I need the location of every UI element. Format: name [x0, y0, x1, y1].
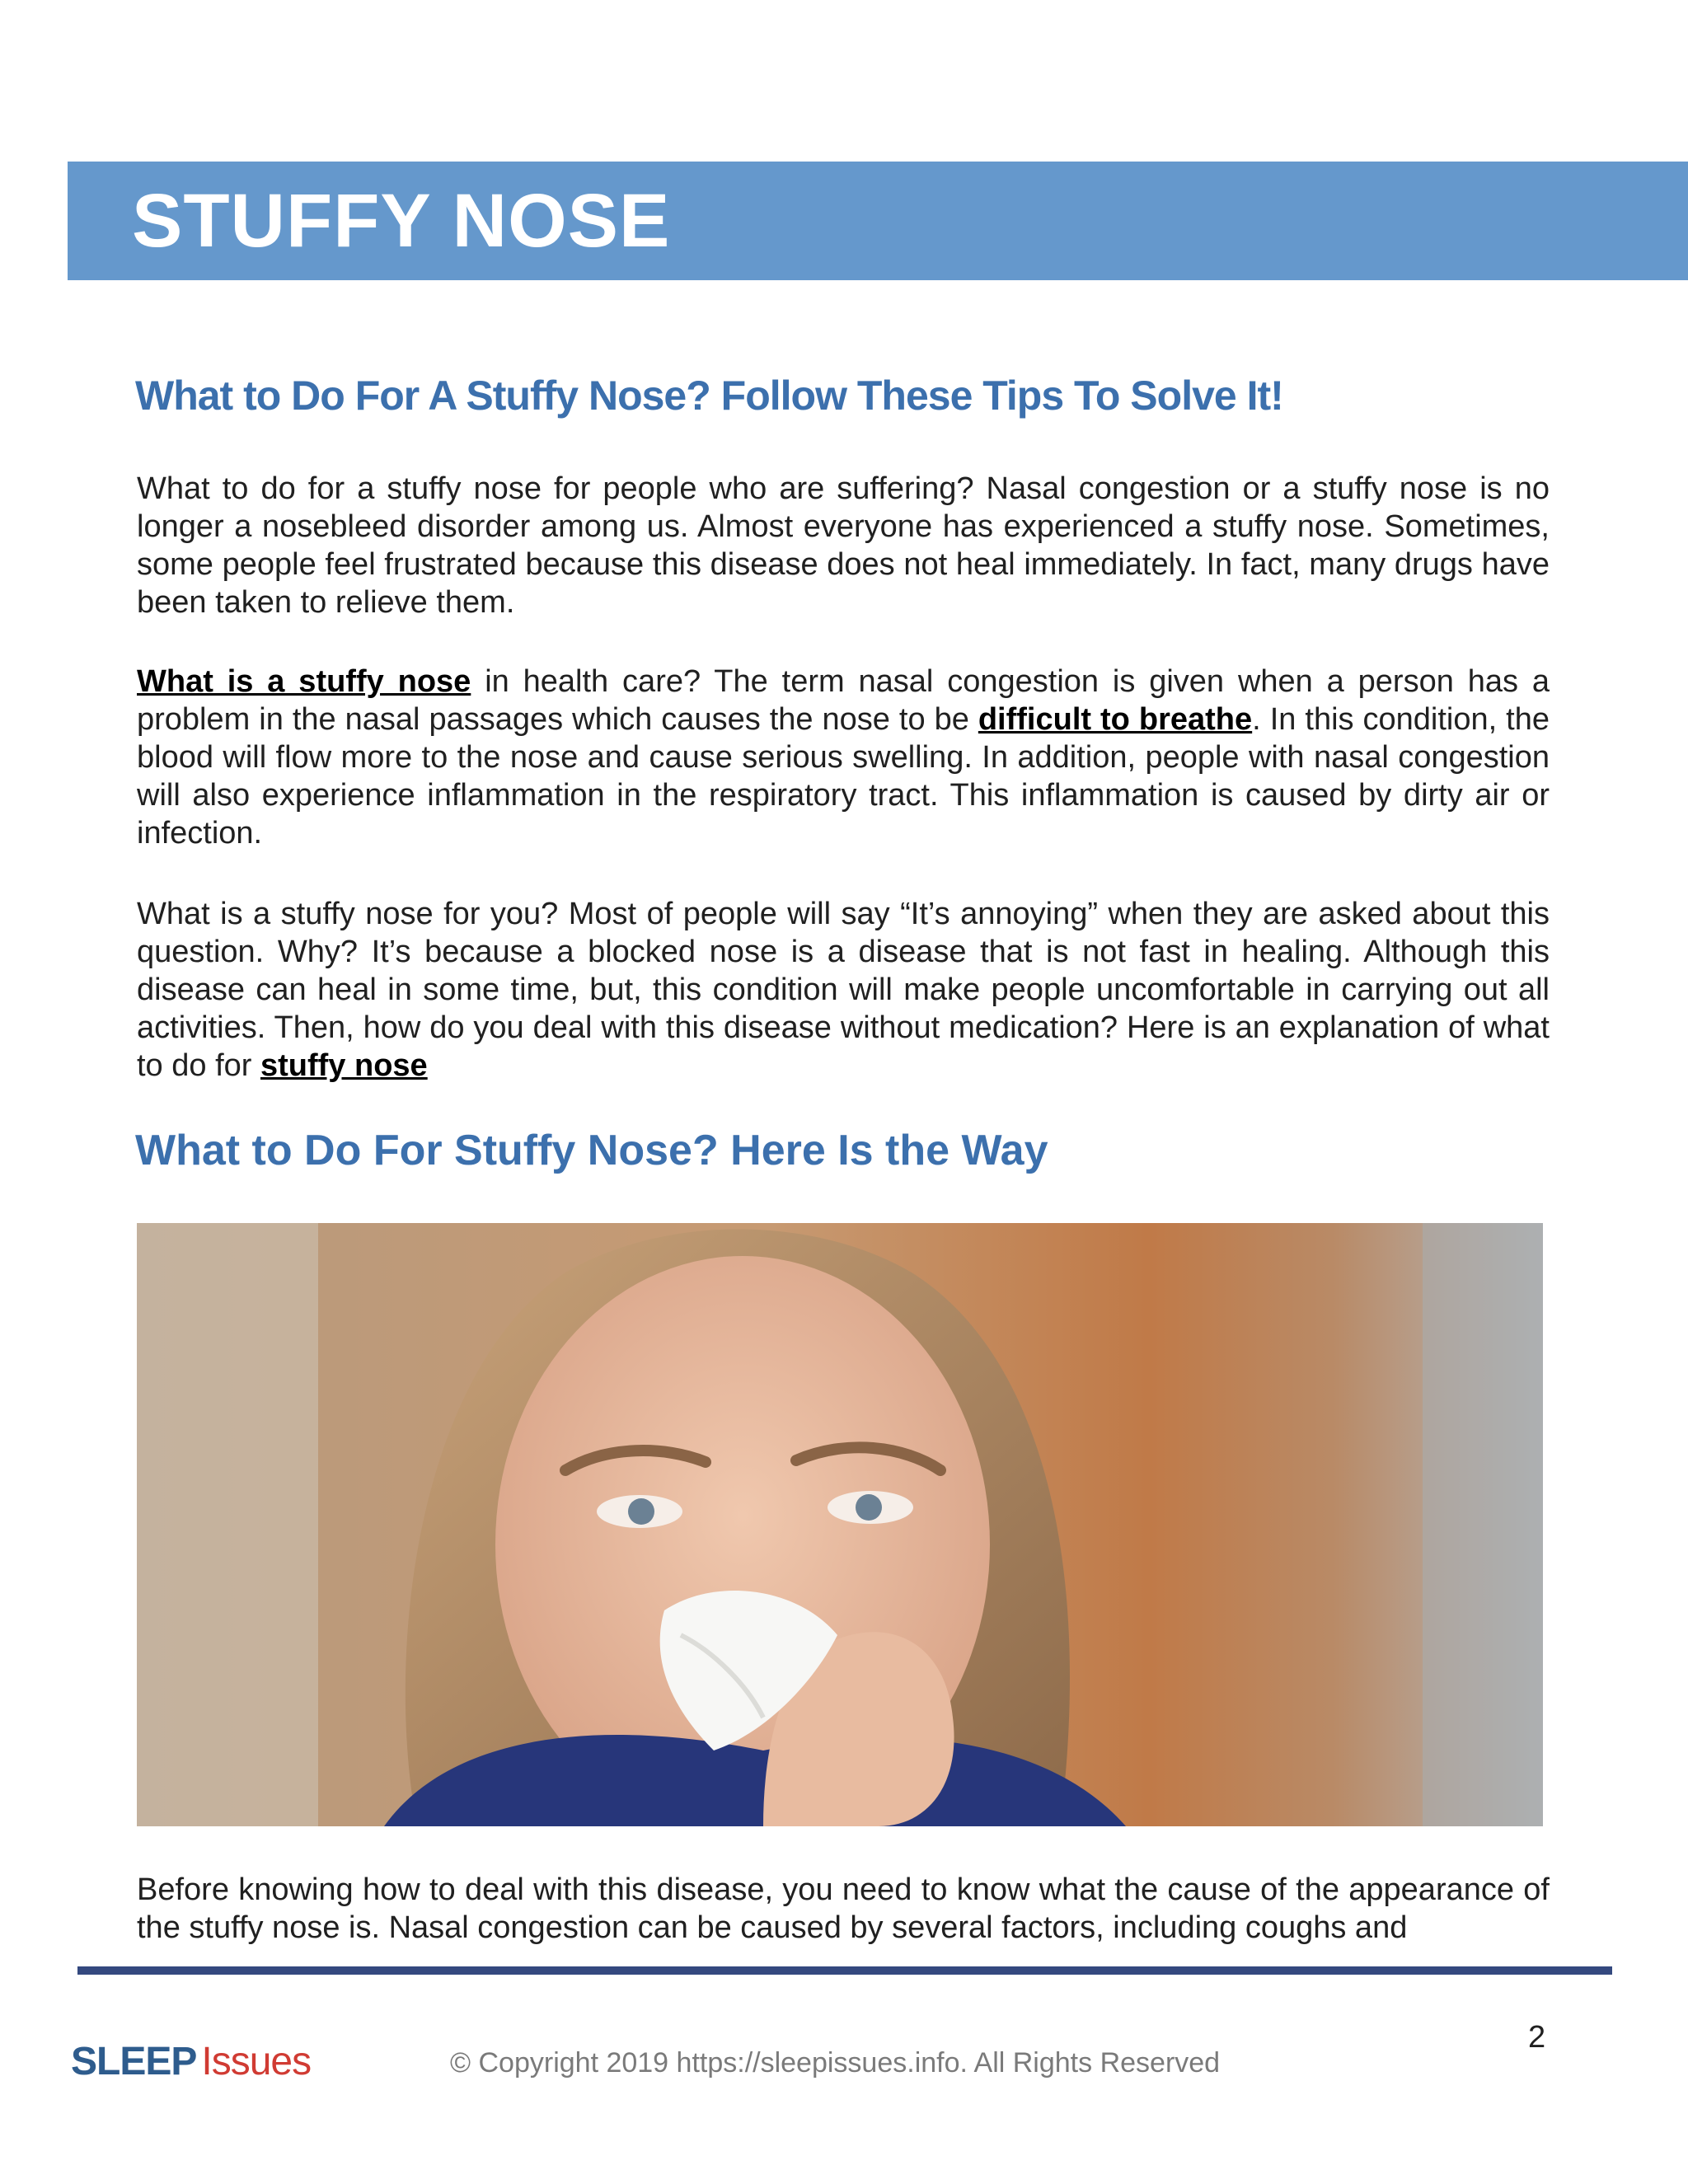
woman-blowing-nose-photo	[137, 1223, 1543, 1826]
what-is-stuffy-nose-link[interactable]: What is a stuffy nose	[137, 664, 471, 699]
difficult-to-breathe-link[interactable]: difficult to breathe	[978, 702, 1253, 737]
sleep-issues-logo	[71, 2039, 311, 2085]
page-title: STUFFY NOSE	[132, 179, 671, 263]
intro-paragraph: What to do for a stuffy nose for people who are suffering? Nasal congestion or a stuffy nose is no longer a nosebleed disorder among us. Almost everyone has experienced a stuffy nose. Sometimes, some people feel frustrated because this disease does not heal immediately. In fact, many drugs have been taken to relieve them.	[137, 471, 1550, 620]
logo-issues-text: Issues	[201, 2040, 312, 2083]
title-banner	[68, 162, 1688, 280]
copyright-text: © Copyright 2019 https://sleepissues.info. All Rights Reserved	[450, 2047, 1221, 2079]
page-number: 2	[1528, 2020, 1546, 2055]
logo-sleep-text: SLEEP	[71, 2040, 197, 2083]
causes-paragraph: Before knowing how to deal with this disease, you need to know what the cause of the appearance of the stuffy nose is. Nasal congestion can be caused by several factors, including coughs and	[137, 1872, 1550, 1945]
section-heading-way: What to Do For Stuffy Nose? Here Is the Way	[135, 1127, 1048, 1174]
section-heading-tips: What to Do For A Stuffy Nose? Follow These Tips To Solve It!	[135, 373, 1283, 419]
definition-text-1: in health care? The term nasal congestion is given when a person has a problem in the nasal passages which causes the nose to be	[137, 664, 1550, 737]
annoying-paragraph	[137, 895, 1550, 1085]
definition-text-2: . In this condition, the blood will flow more to the nose and cause serious swelling. In addition, people with nasal congestion will also experience inflammation in the respiratory tract. This inflammation is caused by dirty air or infection.	[137, 702, 1550, 851]
footer-rule	[77, 1966, 1612, 1975]
stuffy-nose-link[interactable]: stuffy nose	[260, 1048, 428, 1083]
annoying-text: What is a stuffy nose for you? Most of people will say “It’s annoying” when they are asked about this question. Why? It’s because a blocked nose is a disease that is not fast in healing. Although this disease can heal in some time, but, this condition will make people uncomfortable in carrying out all activities. Then, how do you deal with this disease without medication? Here is an explanation of what to do for	[137, 897, 1550, 1083]
definition-paragraph	[137, 663, 1550, 852]
